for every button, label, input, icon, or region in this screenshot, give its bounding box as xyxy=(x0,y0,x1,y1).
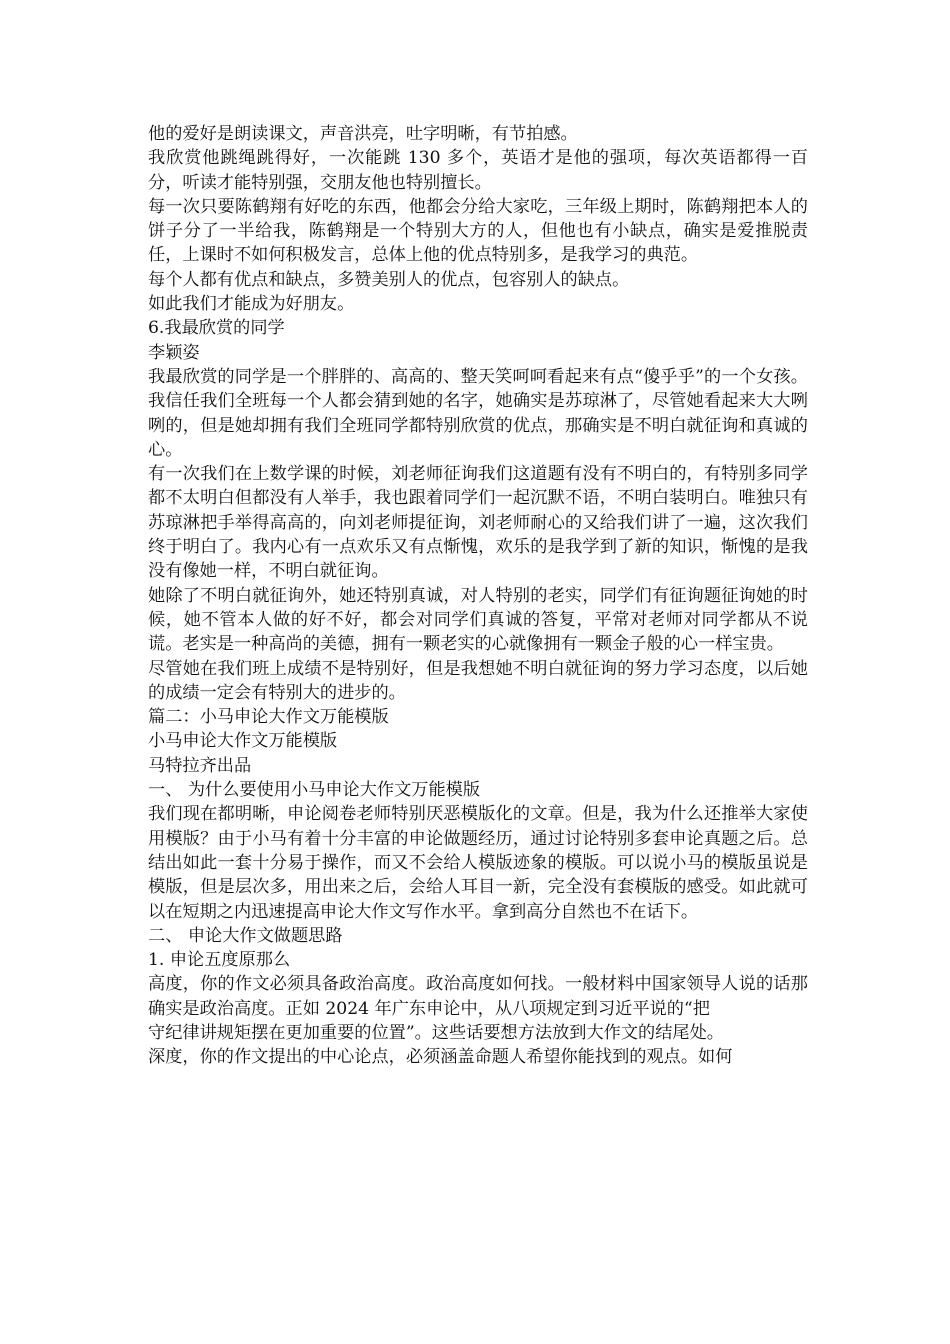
paragraph: 守纪律讲规矩摆在更加重要的位置”。这些话要想方法放到大作文的结尾处。 xyxy=(148,1022,724,1043)
chapter-heading: 篇二：小马申论大作文万能模版 xyxy=(148,707,389,728)
paragraph: 我们现在都明晰，申论阅卷老师特别厌恶模版化的文章。但是，我为什么还推举大家使用模版？由于小马有着十分丰富的申论做题经历，通过讨论特别多套申论真题之后。总结出如此一套十分易于操作，而又不会给人模版迹象的模版。可以说小马的模版虽说是模版，但是层次多，用出来之后，会给人耳目一新，完全没有套模版的感受。如此就可以在短期之内迅速提高申论大作文写作水平。拿到高分自然也不在话下。 xyxy=(148,804,808,922)
document-page xyxy=(148,122,808,1070)
paragraph: 深度，你的作文提出的中心论点，必须涵盖命题人希望你能找到的观点。如何 xyxy=(148,1047,733,1068)
paragraph: 我欣赏他跳绳跳得好，一次能跳 130 多个，英语才是他的强项，每次英语都得一百分，听读才能特别强，交朋友他也特别擅长。 xyxy=(148,148,808,193)
section-heading: 6.我最欣赏的同学 xyxy=(148,318,285,339)
paragraph: 我最欣赏的同学是一个胖胖的、高高的、整天笑呵呵看起来有点“傻乎乎”的一个女孩。我信任我们全班每一个人都会猜到她的名字，她确实是苏琼淋了，尽管她看起来大大咧咧的，但是她却拥有我们全班同学都特别欣赏的优点，那确实是不明白就征询和真诚的心。 xyxy=(148,366,808,460)
byline: 马特拉齐出品 xyxy=(148,755,252,776)
document-title: 小马申论大作文万能模版 xyxy=(148,731,338,752)
section-heading: 一、 为什么要使用小马申论大作文万能模版 xyxy=(148,780,481,801)
paragraph: 每一次只要陈鹤翔有好吃的东西，他都会分给大家吃，三年级上期时，陈鹤翔把本人的饼子分了一半给我，陈鹤翔是一个特别大方的人，但他也有小缺点，确实是爱推脱责任，上课时不如何积极发言，总体上他的优点特别多，是我学习的典范。 xyxy=(148,196,808,266)
paragraph: 尽管她在我们班上成绩不是特别好，但是我想她不明白就征询的努力学习态度，以后她的成绩一定会有特别大的进步的。 xyxy=(148,658,808,703)
author-name: 李颖姿 xyxy=(148,342,200,363)
paragraph: 她除了不明白就征询外，她还特别真诚，对人特别的老实，同学们有征询题征询她的时候，她不管本人做的好不好，都会对同学们真诚的答复，平常对老师对同学都从不说谎。老实是一种高尚的美德，拥有一颗老实的心就像拥有一颗金子般的心一样宝贵。 xyxy=(148,585,808,655)
paragraph: 高度，你的作文必须具备政治高度。政治高度如何找。一般材料中国家领导人说的话那确实是政治高度。正如 2024 年广东申论中，从八项规定到习近平说的“把 xyxy=(148,974,808,1019)
subsection-heading: 1. 申论五度原那么 xyxy=(148,950,291,971)
paragraph: 如此我们才能成为好朋友。 xyxy=(148,294,355,315)
paragraph: 每个人都有优点和缺点，多赞美别人的优点，包容别人的缺点。 xyxy=(148,269,630,290)
paragraph: 他的爱好是朗读课文，声音洪亮，吐字明晰，有节拍感。 xyxy=(148,124,578,144)
paragraph: 有一次我们在上数学课的时候，刘老师征询我们这道题有没有不明白的，有特别多同学都不太明白但都没有人举手，我也跟着同学们一起沉默不语，不明白装明白。唯独只有苏琼淋把手举得高高的，向刘老师提征询，刘老师耐心的又给我们讲了一遍，这次我们终于明白了。我内心有一点欢乐又有点惭愧，欢乐的是我学到了新的知识，惭愧的是我没有像她一样，不明白就征询。 xyxy=(148,464,808,582)
section-heading: 二、 申论大作文做题思路 xyxy=(148,925,343,946)
